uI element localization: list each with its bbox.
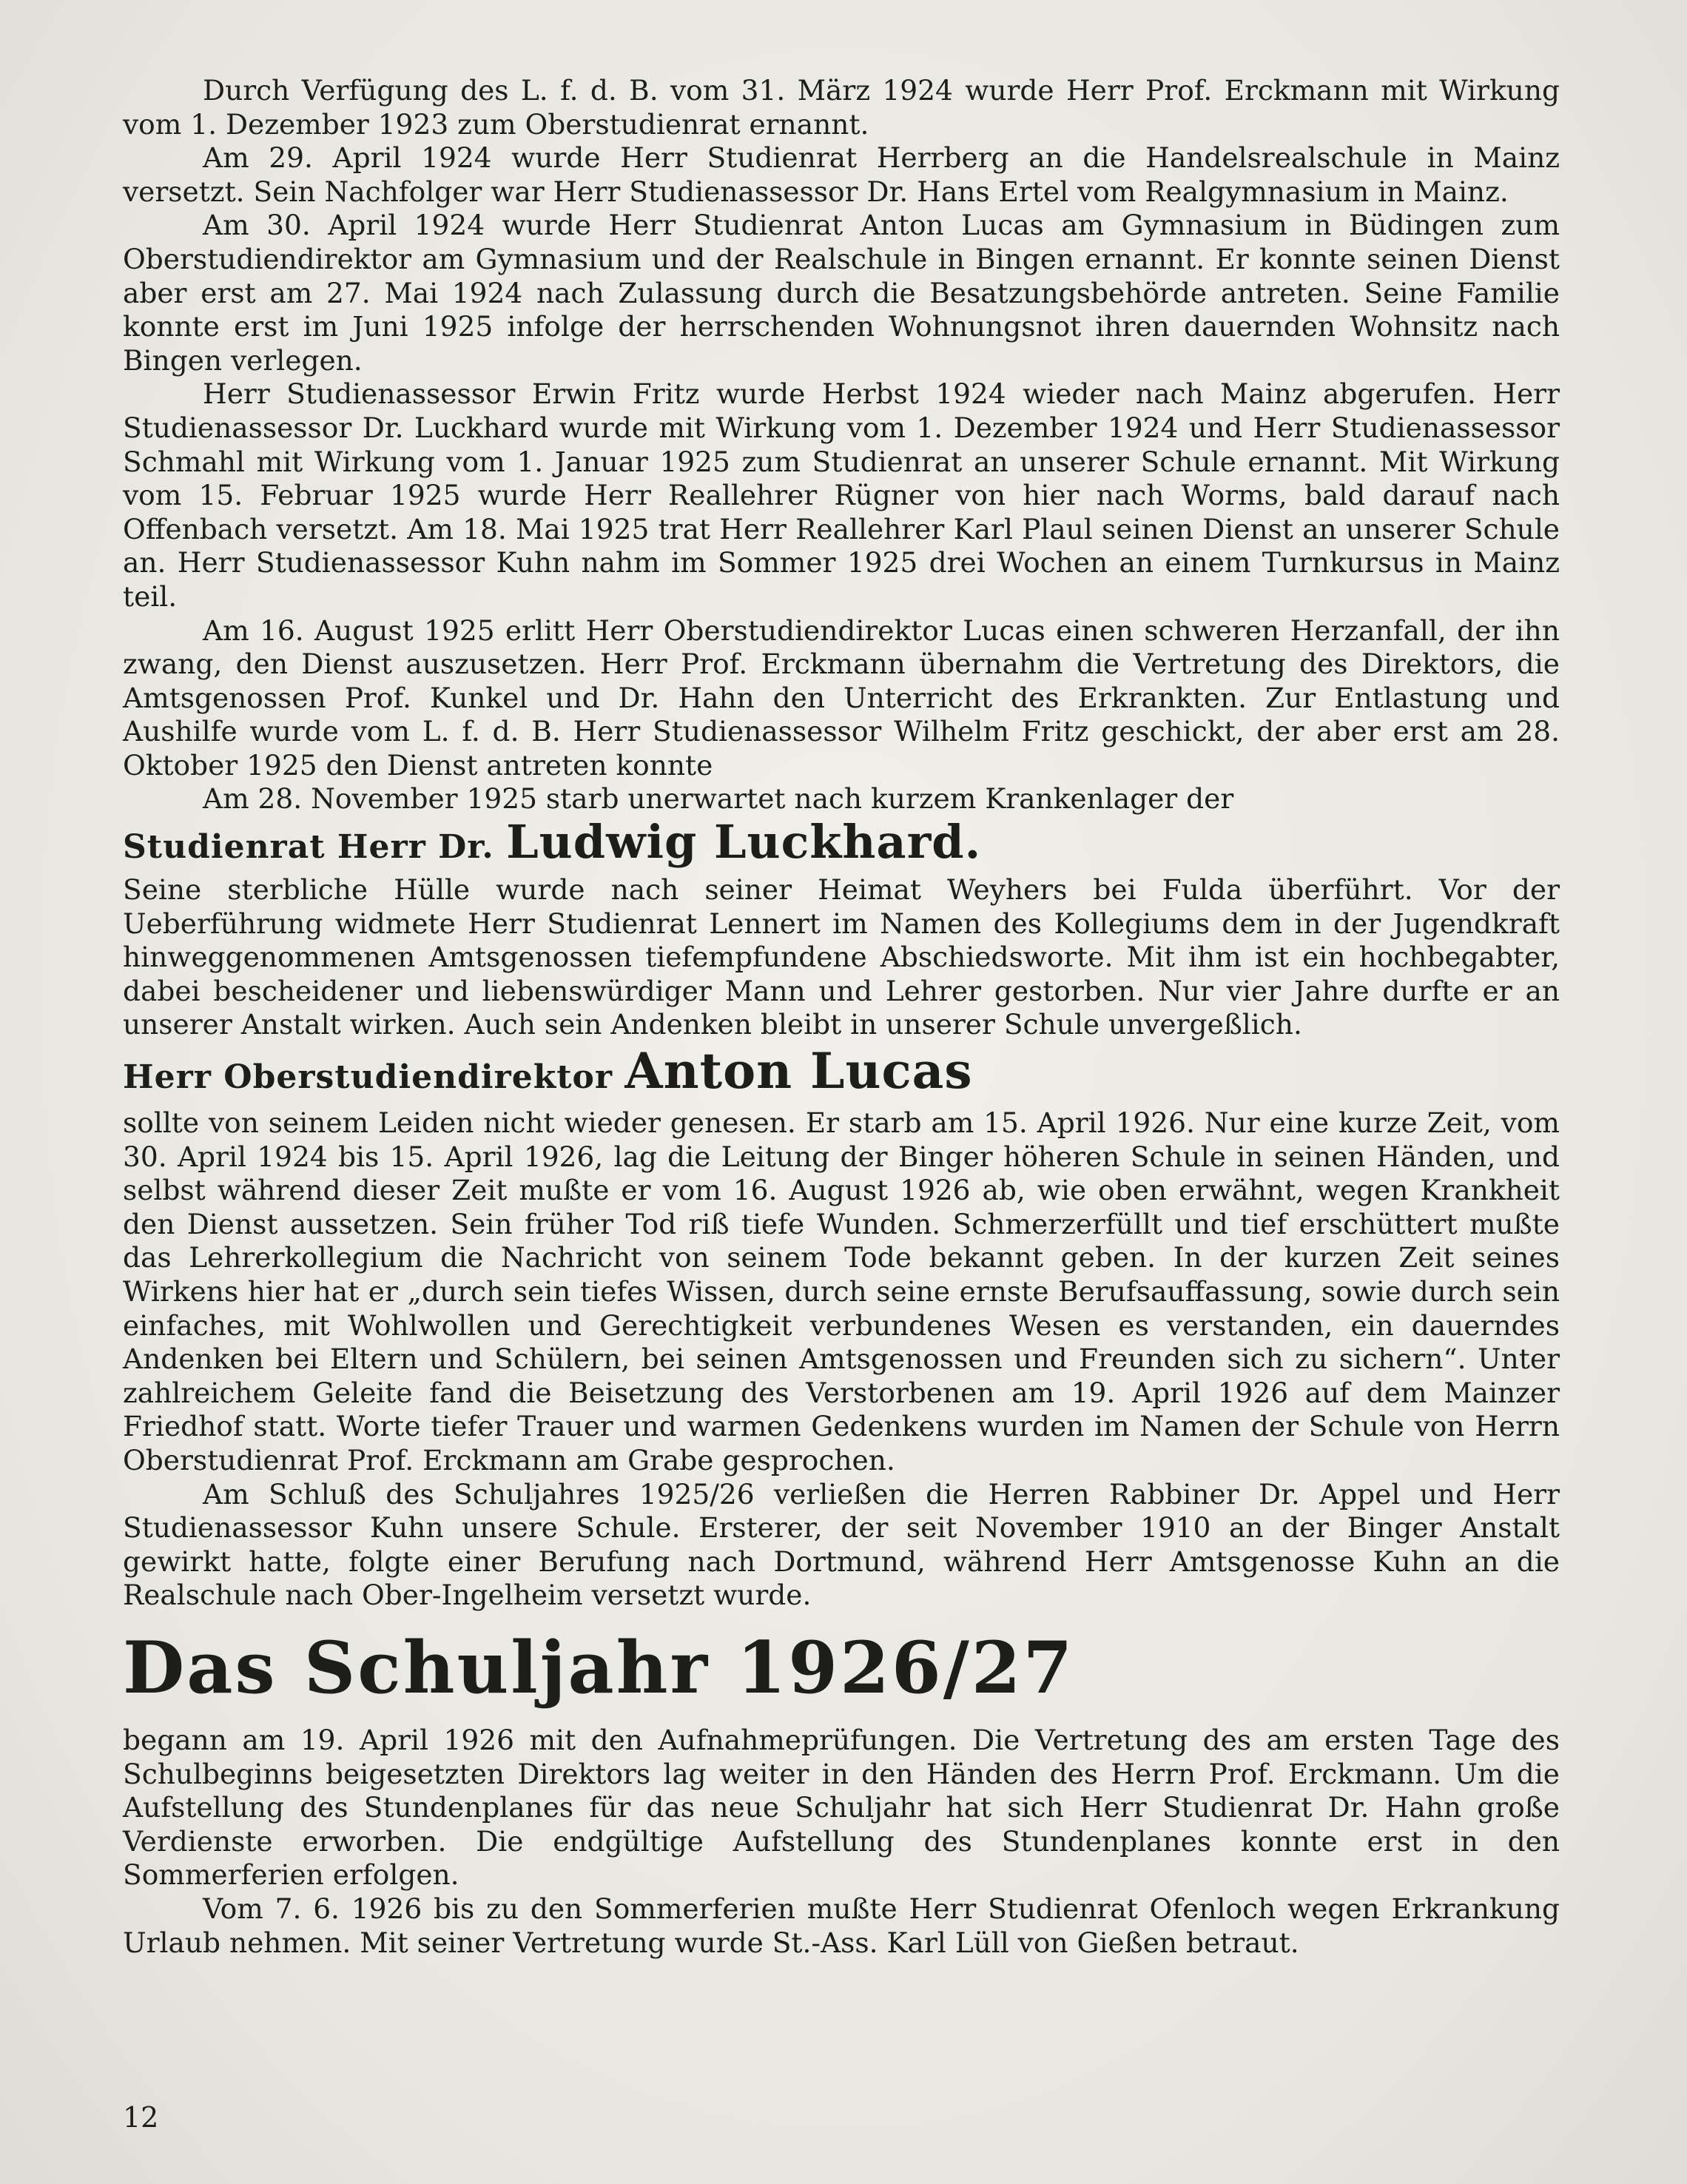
text-column <box>123 74 1560 1960</box>
heading-luckhard-name: Ludwig Luckhard. <box>506 815 982 870</box>
heading-lucas <box>123 1042 1560 1106</box>
heading-luckhard-prefix: Studienrat Herr Dr. <box>123 828 507 867</box>
paragraph: Herr Studienassessor Erwin Fritz wurde Herbst 1924 wieder nach Mainz abgerufen. Herr Studienassessor Dr. Luckhard wurde mit Wirkung vom 1. Dezember 1924 und Herr Studienassessor Schmahl mit Wirkung vom 1. Januar 1925 zum Studienrat an unserer Schule ernannt. Mit Wirkung vom 15. Februar 1925 wurde Herr Reallehrer Rügner von hier nach Worms, bald darauf nach Offenbach versetzt. Am 18. Mai 1925 trat Herr Reallehrer Karl Plaul seinen Dienst an unserer Schule an. Herr Studienassessor Kuhn nahm im Sommer 1925 drei Wochen an einem Turnkursus in Mainz teil. <box>123 377 1560 613</box>
heading-lucas-name: Anton Lucas <box>624 1042 973 1101</box>
section-4 <box>123 1724 1560 1960</box>
heading-school-year: Das Schuljahr 1926/27 <box>123 1625 1075 1710</box>
paragraph: Durch Verfügung des L. f. d. B. vom 31. März 1924 wurde Herr Prof. Erckmann mit Wirkung vom 1. Dezember 1923 zum Oberstudienrat ernannt. <box>123 74 1560 141</box>
page-number: 12 <box>123 2101 159 2134</box>
paragraph: Vom 7. 6. 1926 bis zu den Sommerferien mußte Herr Studienrat Ofenloch wegen Erkrankung Urlaub nehmen. Mit seiner Vertretung wurde St.-Ass. Karl Lüll von Gießen betraut. <box>123 1892 1560 1959</box>
paragraph: Seine sterbliche Hülle wurde nach seiner Heimat Weyhers bei Fulda überführt. Vor der Ueberführung widmete Herr Studienrat Lennert im Namen des Kollegiums dem in der Jugendkraft hinweggenommenen Amtsgenossen tiefempfundene Abschiedsworte. Mit ihm ist ein hochbegabter, dabei bescheidener und liebenswürdiger Mann und Lehrer gestorben. Nur vier Jahre durfte er an unserer Anstalt wirken. Auch sein Andenken bleibt in unserer Schule unvergeßlich. <box>123 873 1560 1041</box>
paragraph: Am 30. April 1924 wurde Herr Studienrat Anton Lucas am Gymnasium in Büdingen zum Oberstudiendirektor am Gymnasium und der Realschule in Bingen ernannt. Er konnte seinen Dienst aber erst am 27. Mai 1924 nach Zulassung durch die Besatzungsbehörde antreten. Seine Familie konnte erst im Juni 1925 infolge der herrschenden Wohnungsnot ihren dauernden Wohnsitz nach Bingen verlegen. <box>123 209 1560 377</box>
section-2 <box>123 873 1560 1042</box>
heading-luckhard <box>123 816 1560 873</box>
paragraph: sollte von seinem Leiden nicht wieder genesen. Er starb am 15. April 1926. Nur eine kurze Zeit, vom 30. April 1924 bis 15. April 1926, lag die Leitung der Binger höheren Schule in seinen Händen, und selbst während dieser Zeit mußte er vom 16. August 1926 ab, wie oben erwähnt, wegen Krankheit den Dienst aussetzen. Sein früher Tod riß tiefe Wunden. Schmerzerfüllt und tief erschüttert mußte das Lehrerkollegium die Nachricht von seinem Tode bekannt geben. In der kurzen Zeit seines Wirkens hier hat er „durch sein tiefes Wissen, durch seine ernste Berufsauffassung, sowie durch sein einfaches, mit Wohlwollen und Gerechtigkeit verbundenes Wesen es verstanden, ein dauerndes Andenken bei Eltern und Schülern, bei seinen Amtsgenossen und Freunden sich zu sichern“. Unter zahlreichem Geleite fand die Beisetzung des Verstorbenen am 19. April 1926 auf dem Mainzer Friedhof statt. Worte tiefer Trauer und warmen Gedenkens wurden im Namen der Schule von Herrn Oberstudienrat Prof. Erckmann am Grabe gesprochen. <box>123 1106 1560 1476</box>
paragraph: Am Schluß des Schuljahres 1925/26 verließen die Herren Rabbiner Dr. Appel und Herr Studienassessor Kuhn unsere Schule. Ersterer, der seit November 1910 an der Binger Anstalt gewirkt hatte, folgte einer Berufung nach Dortmund, während Herr Amtsgenosse Kuhn an die Realschule nach Ober-Ingelheim versetzt wurde. <box>123 1477 1560 1612</box>
paragraph: begann am 19. April 1926 mit den Aufnahmeprüfungen. Die Vertretung des am ersten Tage des Schulbeginns beigesetzten Direktors lag weiter in den Händen des Herrn Prof. Erckmann. Um die Aufstellung des Stundenplanes für das neue Schuljahr hat sich Herr Studienrat Dr. Hahn große Verdienste erworben. Die endgültige Aufstellung des Stundenplanes konnte erst in den Sommerferien erfolgen. <box>123 1723 1560 1892</box>
section-3 <box>123 1106 1560 1613</box>
paragraph: Am 16. August 1925 erlitt Herr Oberstudiendirektor Lucas einen schweren Herzanfall, der ihn zwang, den Dienst auszusetzen. Herr Prof. Erckmann übernahm die Vertretung des Direktors, die Amtsgenossen Prof. Kunkel und Dr. Hahn den Unterricht des Erkrankten. Zur Entlastung und Aushilfe wurde vom L. f. d. B. Herr Studienassessor Wilhelm Fritz geschickt, der aber erst am 28. Oktober 1925 den Dienst antreten konnte <box>123 614 1560 782</box>
paragraph: Am 29. April 1924 wurde Herr Studienrat Herrberg an die Handelsrealschule in Mainz versetzt. Sein Nachfolger war Herr Studienassessor Dr. Hans Ertel vom Realgymnasium in Mainz. <box>123 141 1560 208</box>
section-1 <box>123 74 1560 816</box>
paragraph: Am 28. November 1925 starb unerwartet nach kurzem Krankenlager der <box>203 782 1234 816</box>
heading-lucas-prefix: Herr Oberstudiendirektor <box>123 1058 625 1097</box>
